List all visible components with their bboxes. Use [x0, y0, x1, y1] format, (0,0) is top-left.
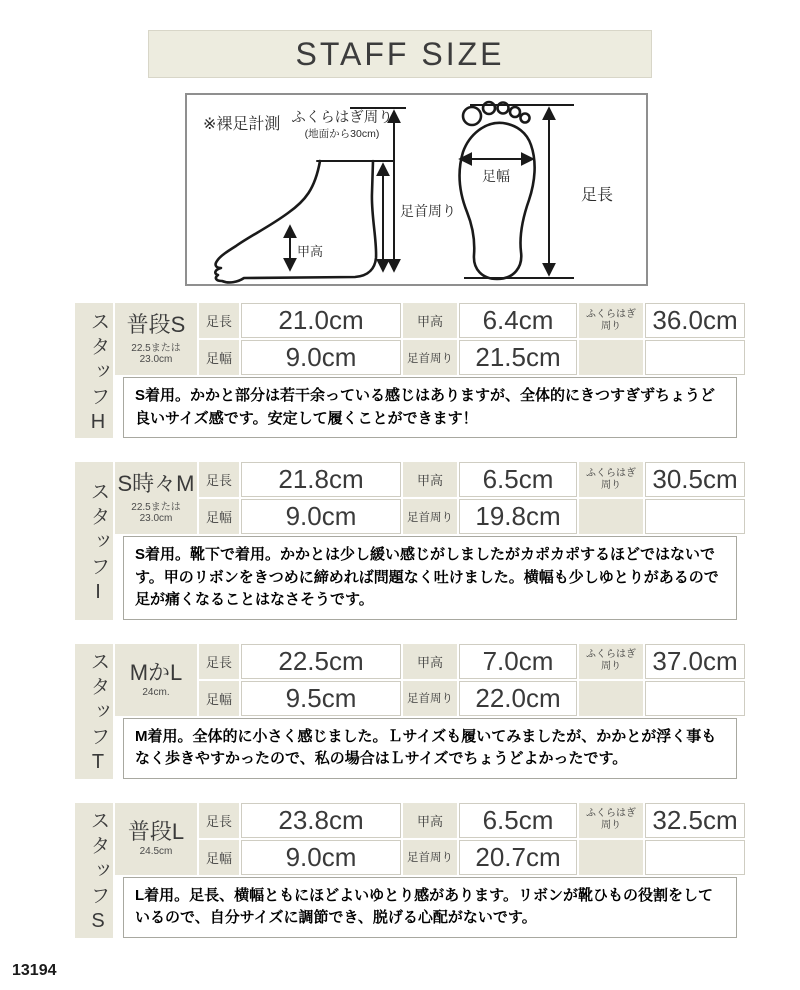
calf-header: ふくらはぎ周り	[579, 803, 643, 838]
measurement-table	[113, 801, 747, 877]
instep-value: 7.0cm	[459, 644, 577, 679]
ankle-header: 足首周り	[403, 340, 457, 375]
usual-size-cell	[115, 803, 197, 875]
barefoot-note: ※裸足計測	[203, 116, 281, 133]
usual-size-cell	[115, 303, 197, 375]
staff-name-vertical: スタッフI	[75, 462, 113, 620]
usual-size-cm: 22.5または23.0cm	[131, 502, 181, 525]
foot-width-header: 足幅	[199, 499, 239, 534]
instep-header: 甲高	[403, 303, 457, 338]
empty-label-cell	[579, 840, 643, 875]
usual-size: MかL	[129, 659, 183, 685]
instep-header: 甲高	[403, 803, 457, 838]
usual-size-cm: 24.5cm	[139, 846, 173, 858]
ankle-header: 足首周り	[403, 681, 457, 716]
foot-length-value: 23.8cm	[241, 803, 401, 838]
empty-value-cell	[645, 840, 745, 875]
calf-label: ふくらはぎ周り	[291, 110, 393, 126]
calf-header: ふくらはぎ周り	[579, 644, 643, 679]
page-title: STAFF SIZE	[148, 30, 652, 78]
foot-length-header: 足長	[199, 303, 239, 338]
empty-label-cell	[579, 681, 643, 716]
foot-length-value: 22.5cm	[241, 644, 401, 679]
measurement-table	[113, 642, 747, 718]
foot-measurement-illustration	[187, 95, 646, 284]
instep-value: 6.4cm	[459, 303, 577, 338]
measurement-diagram	[185, 93, 648, 286]
staff-comment: S着用。かかと部分は若干余っている感じはありますが、全体的にきつすぎずちょうど良いサイズ感です。安定して履くことができます！	[123, 377, 737, 438]
usual-size-cell	[115, 644, 197, 716]
foot-width-header: 足幅	[199, 840, 239, 875]
instep-value: 6.5cm	[459, 803, 577, 838]
calf-header: ふくらはぎ周り	[579, 303, 643, 338]
staff-name-vertical: スタッフT	[75, 644, 113, 779]
empty-value-cell	[645, 499, 745, 534]
usual-size-cell	[115, 462, 197, 534]
calf-header: ふくらはぎ周り	[579, 462, 643, 497]
usual-size: 普段S	[126, 311, 186, 337]
item-number: 13194	[12, 961, 57, 979]
staff-name-vertical: スタッフH	[75, 303, 113, 438]
foot-width-header: 足幅	[199, 681, 239, 716]
empty-label-cell	[579, 340, 643, 375]
staff-comment: L着用。足長、横幅ともにほどよいゆとり感があります。リボンが靴ひもの役割をしているので、自分サイズに調節でき、脱げる心配がないです。	[123, 877, 737, 938]
staff-section-t	[75, 644, 747, 779]
calf-value: 37.0cm	[645, 644, 745, 679]
foot-width-value: 9.0cm	[241, 499, 401, 534]
usual-size-cm: 22.5または23.0cm	[131, 343, 181, 366]
foot-width-header: 足幅	[199, 340, 239, 375]
ankle-value: 20.7cm	[459, 840, 577, 875]
ankle-header: 足首周り	[403, 499, 457, 534]
foot-length-label: 足長	[581, 187, 614, 204]
calf-value: 32.5cm	[645, 803, 745, 838]
staff-section-h	[75, 303, 747, 438]
staff-section-s	[75, 803, 747, 938]
staff-comment: S着用。靴下で着用。かかとは少し緩い感じがしましたがカポカポするほどではないです。甲のリボンをきつめに締めれば問題なく吐けました。横幅も少しゆとりがあるので足が痛くなることはなさそうです。	[123, 536, 737, 620]
empty-label-cell	[579, 499, 643, 534]
instep-label: 甲高	[297, 244, 324, 259]
staff-size-page	[0, 30, 800, 990]
instep-header: 甲高	[403, 462, 457, 497]
measurement-table	[113, 460, 747, 536]
foot-length-value: 21.0cm	[241, 303, 401, 338]
foot-width-value: 9.0cm	[241, 840, 401, 875]
foot-length-header: 足長	[199, 462, 239, 497]
ankle-value: 19.8cm	[459, 499, 577, 534]
empty-value-cell	[645, 681, 745, 716]
foot-width-value: 9.0cm	[241, 340, 401, 375]
instep-value: 6.5cm	[459, 462, 577, 497]
calf-value: 36.0cm	[645, 303, 745, 338]
ankle-value: 22.0cm	[459, 681, 577, 716]
foot-length-value: 21.8cm	[241, 462, 401, 497]
foot-sole-icon	[460, 102, 535, 279]
usual-size: 普段L	[127, 818, 185, 844]
empty-value-cell	[645, 340, 745, 375]
staff-name-vertical: スタッフS	[75, 803, 113, 938]
usual-size: S時々M	[117, 470, 195, 496]
foot-width-value: 9.5cm	[241, 681, 401, 716]
ankle-value: 21.5cm	[459, 340, 577, 375]
foot-length-header: 足長	[199, 644, 239, 679]
ankle-header: 足首周り	[403, 840, 457, 875]
staff-comment: M着用。全体的に小さく感じました。Ｌサイズも履いてみましたが、かかとが浮く事もなく歩きやすかったので、私の場合はＬサイズでちょうどよかったです。	[123, 718, 737, 779]
foot-width-label: 足幅	[482, 168, 510, 184]
calf-sublabel: (地面から30cm)	[304, 128, 380, 140]
staff-section-i	[75, 462, 747, 620]
usual-size-cm: 24cm.	[142, 687, 170, 699]
instep-header: 甲高	[403, 644, 457, 679]
ankle-label: 足首周り	[400, 203, 456, 219]
foot-side-icon	[215, 161, 394, 282]
calf-value: 30.5cm	[645, 462, 745, 497]
measurement-table	[113, 301, 747, 377]
foot-length-header: 足長	[199, 803, 239, 838]
